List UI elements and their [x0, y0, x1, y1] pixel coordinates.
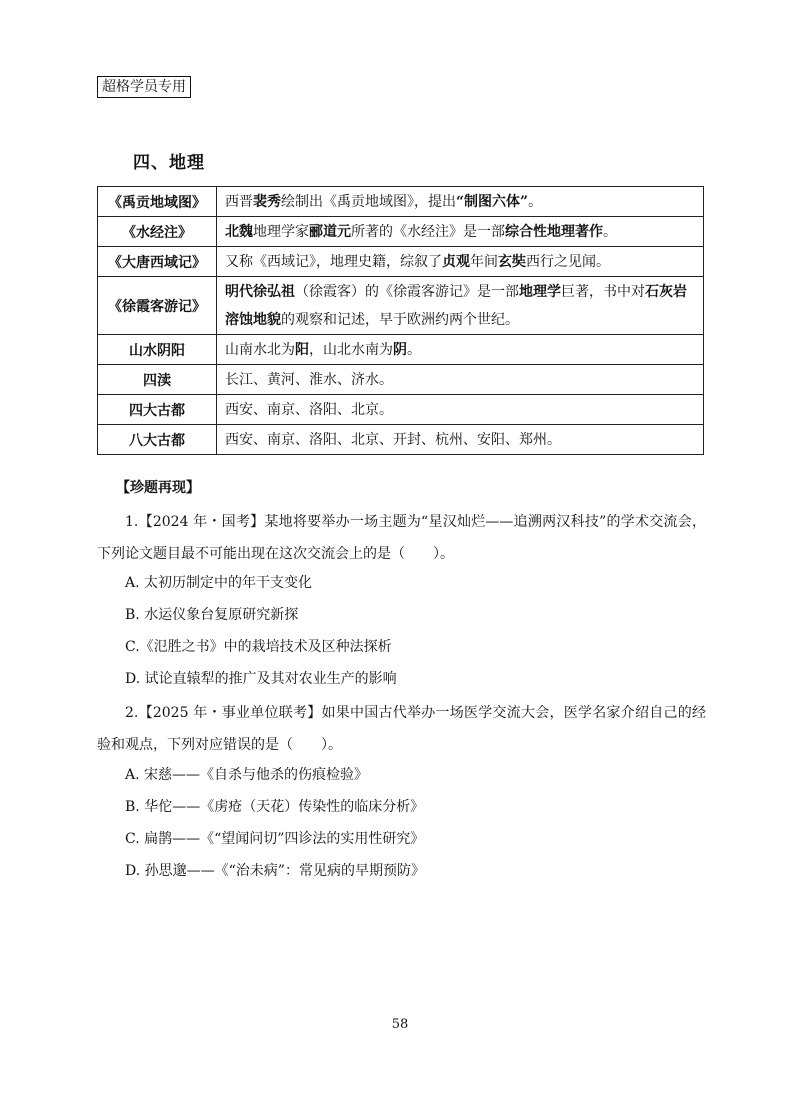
question-1-stem: 1.【2024 年・国考】某地将要举办一场主题为“星汉灿烂——追溯两汉科技”的学术交流会，下列论文题目最不可能出现在这次交流会上的是（ ）。	[97, 514, 706, 562]
emphasis-text: 阳	[295, 341, 309, 358]
table-row	[98, 395, 704, 425]
desc-text: 西晋	[225, 193, 253, 210]
desc-text: 又称《西域记》，地理史籍，综叙了	[225, 253, 442, 270]
emphasis-text: 贞观	[442, 253, 470, 270]
emphasis-text: 石灰岩溶蚀地貌	[225, 283, 687, 328]
emphasis-text: 地理学	[519, 283, 561, 300]
question-2-option-d: D. 孙思邈——《“治未病”：常见病的早期预防》	[125, 863, 425, 879]
term-cell: 山水阴阳	[98, 335, 217, 365]
desc-text: 绘制出《禹贡地域图》，提出	[281, 193, 456, 210]
term-cell: 四渎	[98, 365, 217, 395]
term-cell: 《水经注》	[98, 217, 217, 247]
table-row	[98, 365, 704, 395]
emphasis-text: 阴	[393, 341, 407, 358]
term-cell: 四大古都	[98, 395, 217, 425]
question-1-option-a: A. 太初历制定中的年干支变化	[125, 575, 313, 591]
desc-cell	[217, 395, 704, 425]
desc-cell	[217, 277, 704, 335]
question-2-option-b: B. 华佗——《虏疮（天花）传染性的临床分析》	[125, 799, 425, 815]
emphasis-text: 裴秀	[253, 193, 281, 210]
desc-text: 年间	[470, 253, 498, 270]
desc-text: 的观察和记述，早于欧洲约两个世纪。	[281, 311, 519, 328]
table-row	[98, 187, 704, 217]
desc-text: 西安、南京、洛阳、北京。	[225, 401, 393, 418]
table-row	[98, 217, 704, 247]
question-1-option-c: C.《氾胜之书》中的栽培技术及区种法探析	[125, 639, 392, 655]
geography-table	[97, 186, 704, 455]
question-1-option-b: B. 水运仪象台复原研究新探	[125, 607, 299, 623]
desc-text: 西行之见闻。	[526, 253, 610, 270]
emphasis-text: 北魏	[225, 223, 253, 240]
emphasis-text: “制图六体”	[456, 193, 529, 210]
desc-text: 。	[603, 223, 617, 240]
zhenti-heading: 【珍题再现】	[116, 480, 200, 496]
table-row	[98, 425, 704, 455]
desc-text: 地理学家	[253, 223, 309, 240]
term-cell: 八大古都	[98, 425, 217, 455]
desc-cell	[217, 247, 704, 277]
emphasis-text: 综合性地理著作	[505, 223, 603, 240]
table-row	[98, 277, 704, 335]
question-1-option-d: D. 试论直辕犁的推广及其对农业生产的影响	[125, 671, 397, 687]
table-row	[98, 335, 704, 365]
desc-cell	[217, 217, 704, 247]
term-cell: 《大唐西域记》	[98, 247, 217, 277]
question-2-option-c: C. 扁鹊——《“望闻问切”四诊法的实用性研究》	[125, 831, 425, 847]
section-title: 四、地理	[133, 153, 205, 173]
desc-text: （徐霞客）的《徐霞客游记》是一部	[295, 283, 519, 300]
table-row	[98, 247, 704, 277]
term-cell: 《徐霞客游记》	[98, 277, 217, 335]
desc-text: 巨著，书中对	[561, 283, 645, 300]
exclusive-tag: 超格学员专用	[97, 76, 191, 98]
desc-cell	[217, 365, 704, 395]
desc-text: 。	[528, 193, 543, 210]
question-2-stem: 2.【2025 年・事业单位联考】如果中国古代举办一场医学交流大会，医学名家介绍自己的经验和观点，下列对应错误的是（ ）。	[97, 705, 706, 753]
desc-text: 。	[407, 341, 421, 358]
emphasis-text: 玄奘	[498, 253, 526, 270]
emphasis-text: 明代徐弘祖	[225, 283, 295, 300]
term-cell: 《禹贡地域图》	[98, 187, 217, 217]
desc-cell	[217, 425, 704, 455]
desc-text: 长江、黄河、淮水、济水。	[225, 371, 393, 388]
desc-text: 西安、南京、洛阳、北京、开封、杭州、安阳、郑州。	[225, 431, 561, 448]
desc-text: ，山北水南为	[309, 341, 393, 358]
page-number: 58	[391, 1017, 409, 1032]
desc-cell	[217, 187, 704, 217]
desc-text: 所著的《水经注》是一部	[351, 223, 505, 240]
desc-text: 山南水北为	[225, 341, 295, 358]
desc-cell	[217, 335, 704, 365]
question-2-option-a: A. 宋慈——《自杀与他杀的伤痕检验》	[125, 767, 369, 783]
emphasis-text: 郦道元	[309, 223, 351, 240]
